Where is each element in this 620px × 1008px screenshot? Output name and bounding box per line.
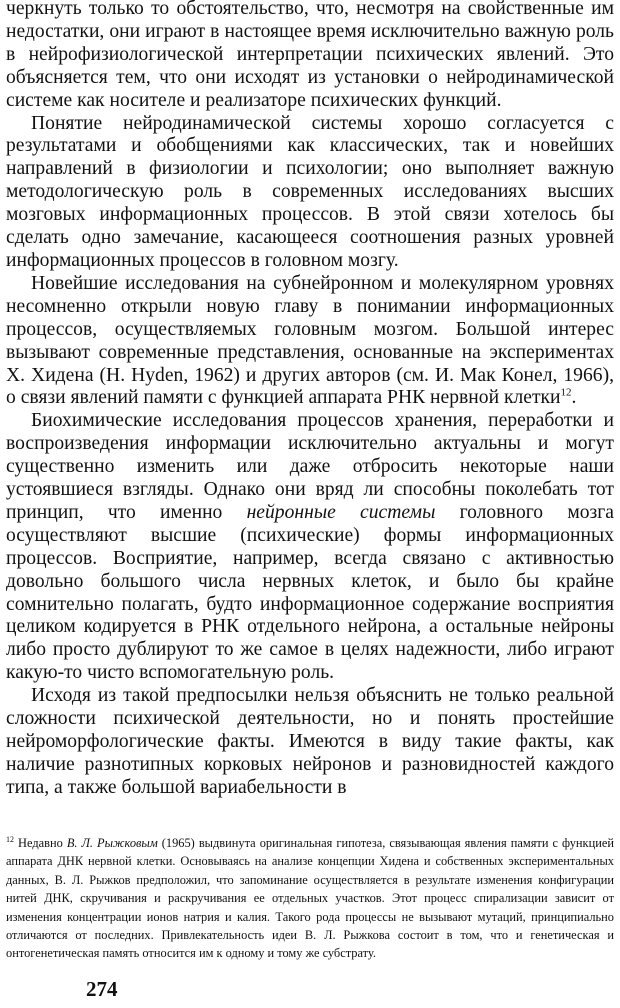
footnote-marker: 12	[6, 834, 14, 844]
paragraph-3-text: Новейшие исследования на субнейронном и молекулярном уровнях несомненно открыли новую главу в понимании информационных процессов, осуществляемых головным мозгом. Большой интерес вызывают современные представления, основанные на экспериментах Х. Хидена (H. Hyden, 1962) и других авторов (см. И. Мак Конел, 1966), о связи явлений памяти с функцией аппарата РНК нервной клетки	[6, 272, 614, 409]
paragraph-3-tail: .	[571, 387, 577, 409]
paragraph-1	[6, 0, 614, 113]
paragraph-4-emphasis: нейронные системы	[246, 501, 436, 523]
paragraph-3	[6, 273, 614, 410]
footnote	[6, 834, 614, 963]
footnote-part-2: В. Л. Рыжковым	[66, 836, 158, 850]
main-text	[6, 0, 614, 800]
page-number: 274	[86, 977, 118, 1001]
paragraph-4	[6, 410, 614, 685]
footnote-reference: 12	[560, 386, 572, 399]
paragraph-2	[6, 113, 614, 273]
paragraph-4-text-after: головного мозга осуществляют высшие (психические) формы информационных процессов. Восприятие, например, всегда связано с активностью довольно большого числа нервных клеток, и было бы крайне сомнительно полагать, будто информационное содержание восприятия целиком кодируется в РНК отдельного нейрона, а остальные нейроны либо просто дублируют то же самое в целях надежности, либо играют какую-то чисто вспомогательную роль.	[6, 501, 614, 684]
paragraph-5-text: Исходя из такой предпосылки нельзя объяснить не только реальной сложности психической деятельности, но и понять простейшие нейроморфологические факты. Имеются в виду такие факты, как наличие разнотипных корковых нейронов и разновидностей каждого типа, а также большой вариабельности в	[6, 685, 614, 798]
paragraph-1-text: черкнуть только то обстоятельство, что, несмотря на свойственные им недостатки, они играют в настоящее время исключительно важную роль в нейрофизиологической интерпретации психических явлений. Это объясняется тем, что они исходят из установки о нейродинамической системе как носителе и реализаторе психических функций.	[6, 0, 614, 111]
footnote-part-1: Недавно	[14, 836, 67, 850]
paragraph-5	[6, 685, 614, 800]
paragraph-4-text-before: Биохимические исследования процессов хранения, переработки и воспроизведения информации исключительно актуальны и могут существенно изменить или даже отбросить некоторые наши устоявшиеся взгляды. Однако они вряд ли способны поколебать тот принцип, что именно	[6, 410, 614, 523]
footnote-part-3: (1965) выдвинута оригинальная гипотеза, связывающая явления памяти с функцией аппарата ДНК нервной клетки. Основываясь на анализе концепции Хидена и собственных экспериментальных данных, В. Л. Рыжков предположил, что запоминание осуществляется в результате изменения конфигурации нитей ДНК, скручивания и раскручивания ее отдельных участков. Этот процесс спирализации зависит от изменения концентрации ионов натрия и калия. Такого рода процессы не вызывают мутаций, принципиально отличаются от последних. Привлекательность идеи В. Л. Рыжкова состоит в том, что и генетическая и онтогенетическая память относится им к одному и тому же субстрату.	[6, 836, 614, 961]
paragraph-2-text: Понятие нейродинамической системы хорошо согласуется с результатами и обобщениями как классических, так и новейших направлений в физиологии и психологии; оно выполняет важную методологическую роль в современных исследованиях высших мозговых информационных процессов. В этой связи хотелось бы сделать одно замечание, касающееся соотношения разных уровней информационных процессов в головном мозгу.	[6, 112, 614, 271]
footnote-paragraph	[6, 834, 614, 963]
